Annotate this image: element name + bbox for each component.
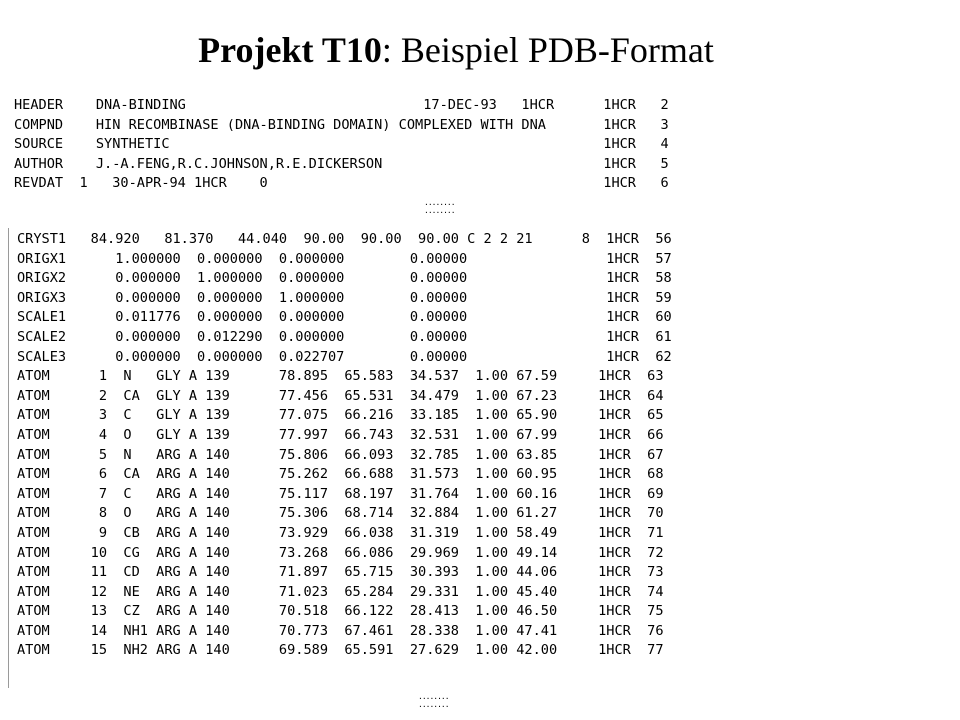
pdb-record-line: ATOM 12 NE ARG A 140 71.023 65.284 29.331 1.00 45.40 1HCR 74 — [17, 583, 664, 600]
pdb-record-line: SCALE3 0.000000 0.000000 0.022707 0.00000 1HCR 62 — [17, 348, 672, 365]
pdb-header-line: COMPND HIN RECOMBINASE (DNA-BINDING DOMAIN) COMPLEXED WITH DNA 1HCR 3 — [14, 116, 669, 133]
pdb-header-line: HEADER DNA-BINDING 17-DEC-93 1HCR 1HCR 2 — [14, 97, 669, 113]
pdb-header-line: AUTHOR J.-A.FENG,R.C.JOHNSON,R.E.DICKERSON 1HCR 5 — [14, 155, 669, 172]
pdb-record-line: ATOM 13 CZ ARG A 140 70.518 66.122 28.413 1.00 46.50 1HCR 75 — [17, 603, 664, 620]
pdb-record-line: ORIGX3 0.000000 0.000000 1.000000 0.00000 1HCR 59 — [17, 289, 672, 306]
pdb-record-line: SCALE1 0.011776 0.000000 0.000000 0.00000 1HCR 60 — [17, 309, 672, 326]
pdb-record-line: ORIGX2 0.000000 1.000000 0.000000 0.00000 1HCR 58 — [17, 270, 672, 287]
text-cursor-bar — [8, 228, 9, 688]
pdb-record-line: ATOM 3 C GLY A 139 77.075 66.216 33.185 1.00 65.90 1HCR 65 — [17, 407, 664, 424]
pdb-header-line: REVDAT 1 30-APR-94 1HCR 0 1HCR 6 — [14, 175, 669, 192]
pdb-record-line: ATOM 4 O GLY A 139 77.997 66.743 32.531 1.00 67.99 1HCR 66 — [17, 426, 664, 443]
pdb-record-line: SCALE2 0.000000 0.012290 0.000000 0.00000 1HCR 61 — [17, 328, 672, 345]
pdb-record-line: ATOM 15 NH2 ARG A 140 69.589 65.591 27.629 1.00 42.00 1HCR 77 — [17, 642, 664, 659]
slide-title-rest: : Beispiel PDB-Format — [381, 30, 714, 70]
pdb-record-line: ATOM 8 O ARG A 140 75.306 68.714 32.884 1.00 61.27 1HCR 70 — [17, 505, 664, 522]
pdb-coordinate-records — [17, 230, 672, 661]
pdb-header-records — [14, 96, 669, 194]
pdb-record-line: ATOM 7 C ARG A 140 75.117 68.197 31.764 1.00 60.16 1HCR 69 — [17, 485, 664, 502]
pdb-record-line: ATOM 5 N ARG A 140 75.806 66.093 32.785 1.00 63.85 1HCR 67 — [17, 446, 664, 463]
ellipsis-marker: ........ ........ — [424, 198, 455, 215]
pdb-record-line: ATOM 1 N GLY A 139 78.895 65.583 34.537 1.00 67.59 1HCR 63 — [17, 368, 664, 385]
pdb-record-line: ATOM 2 CA GLY A 139 77.456 65.531 34.479 1.00 67.23 1HCR 64 — [17, 387, 664, 404]
pdb-record-line: ATOM 10 CG ARG A 140 73.268 66.086 29.969 1.00 49.14 1HCR 72 — [17, 544, 664, 561]
pdb-record-line: ORIGX1 1.000000 0.000000 0.000000 0.00000 1HCR 57 — [17, 250, 672, 267]
ellipsis-marker-bottom: ........ ........ — [418, 692, 449, 709]
slide-title-bold: Projekt T10 — [198, 30, 382, 70]
pdb-header-line: SOURCE SYNTHETIC 1HCR 4 — [14, 136, 669, 153]
pdb-record-line: ATOM 6 CA ARG A 140 75.262 66.688 31.573 1.00 60.95 1HCR 68 — [17, 466, 664, 483]
pdb-record-line: ATOM 11 CD ARG A 140 71.897 65.715 30.393 1.00 44.06 1HCR 73 — [17, 564, 664, 581]
slide-title — [0, 28, 912, 72]
pdb-record-line: CRYST1 84.920 81.370 44.040 90.00 90.00 90.00 C 2 2 21 8 1HCR 56 — [17, 231, 672, 247]
pdb-record-line: ATOM 9 CB ARG A 140 73.929 66.038 31.319 1.00 58.49 1HCR 71 — [17, 524, 664, 541]
pdb-record-line: ATOM 14 NH1 ARG A 140 70.773 67.461 28.338 1.00 47.41 1HCR 76 — [17, 622, 664, 639]
